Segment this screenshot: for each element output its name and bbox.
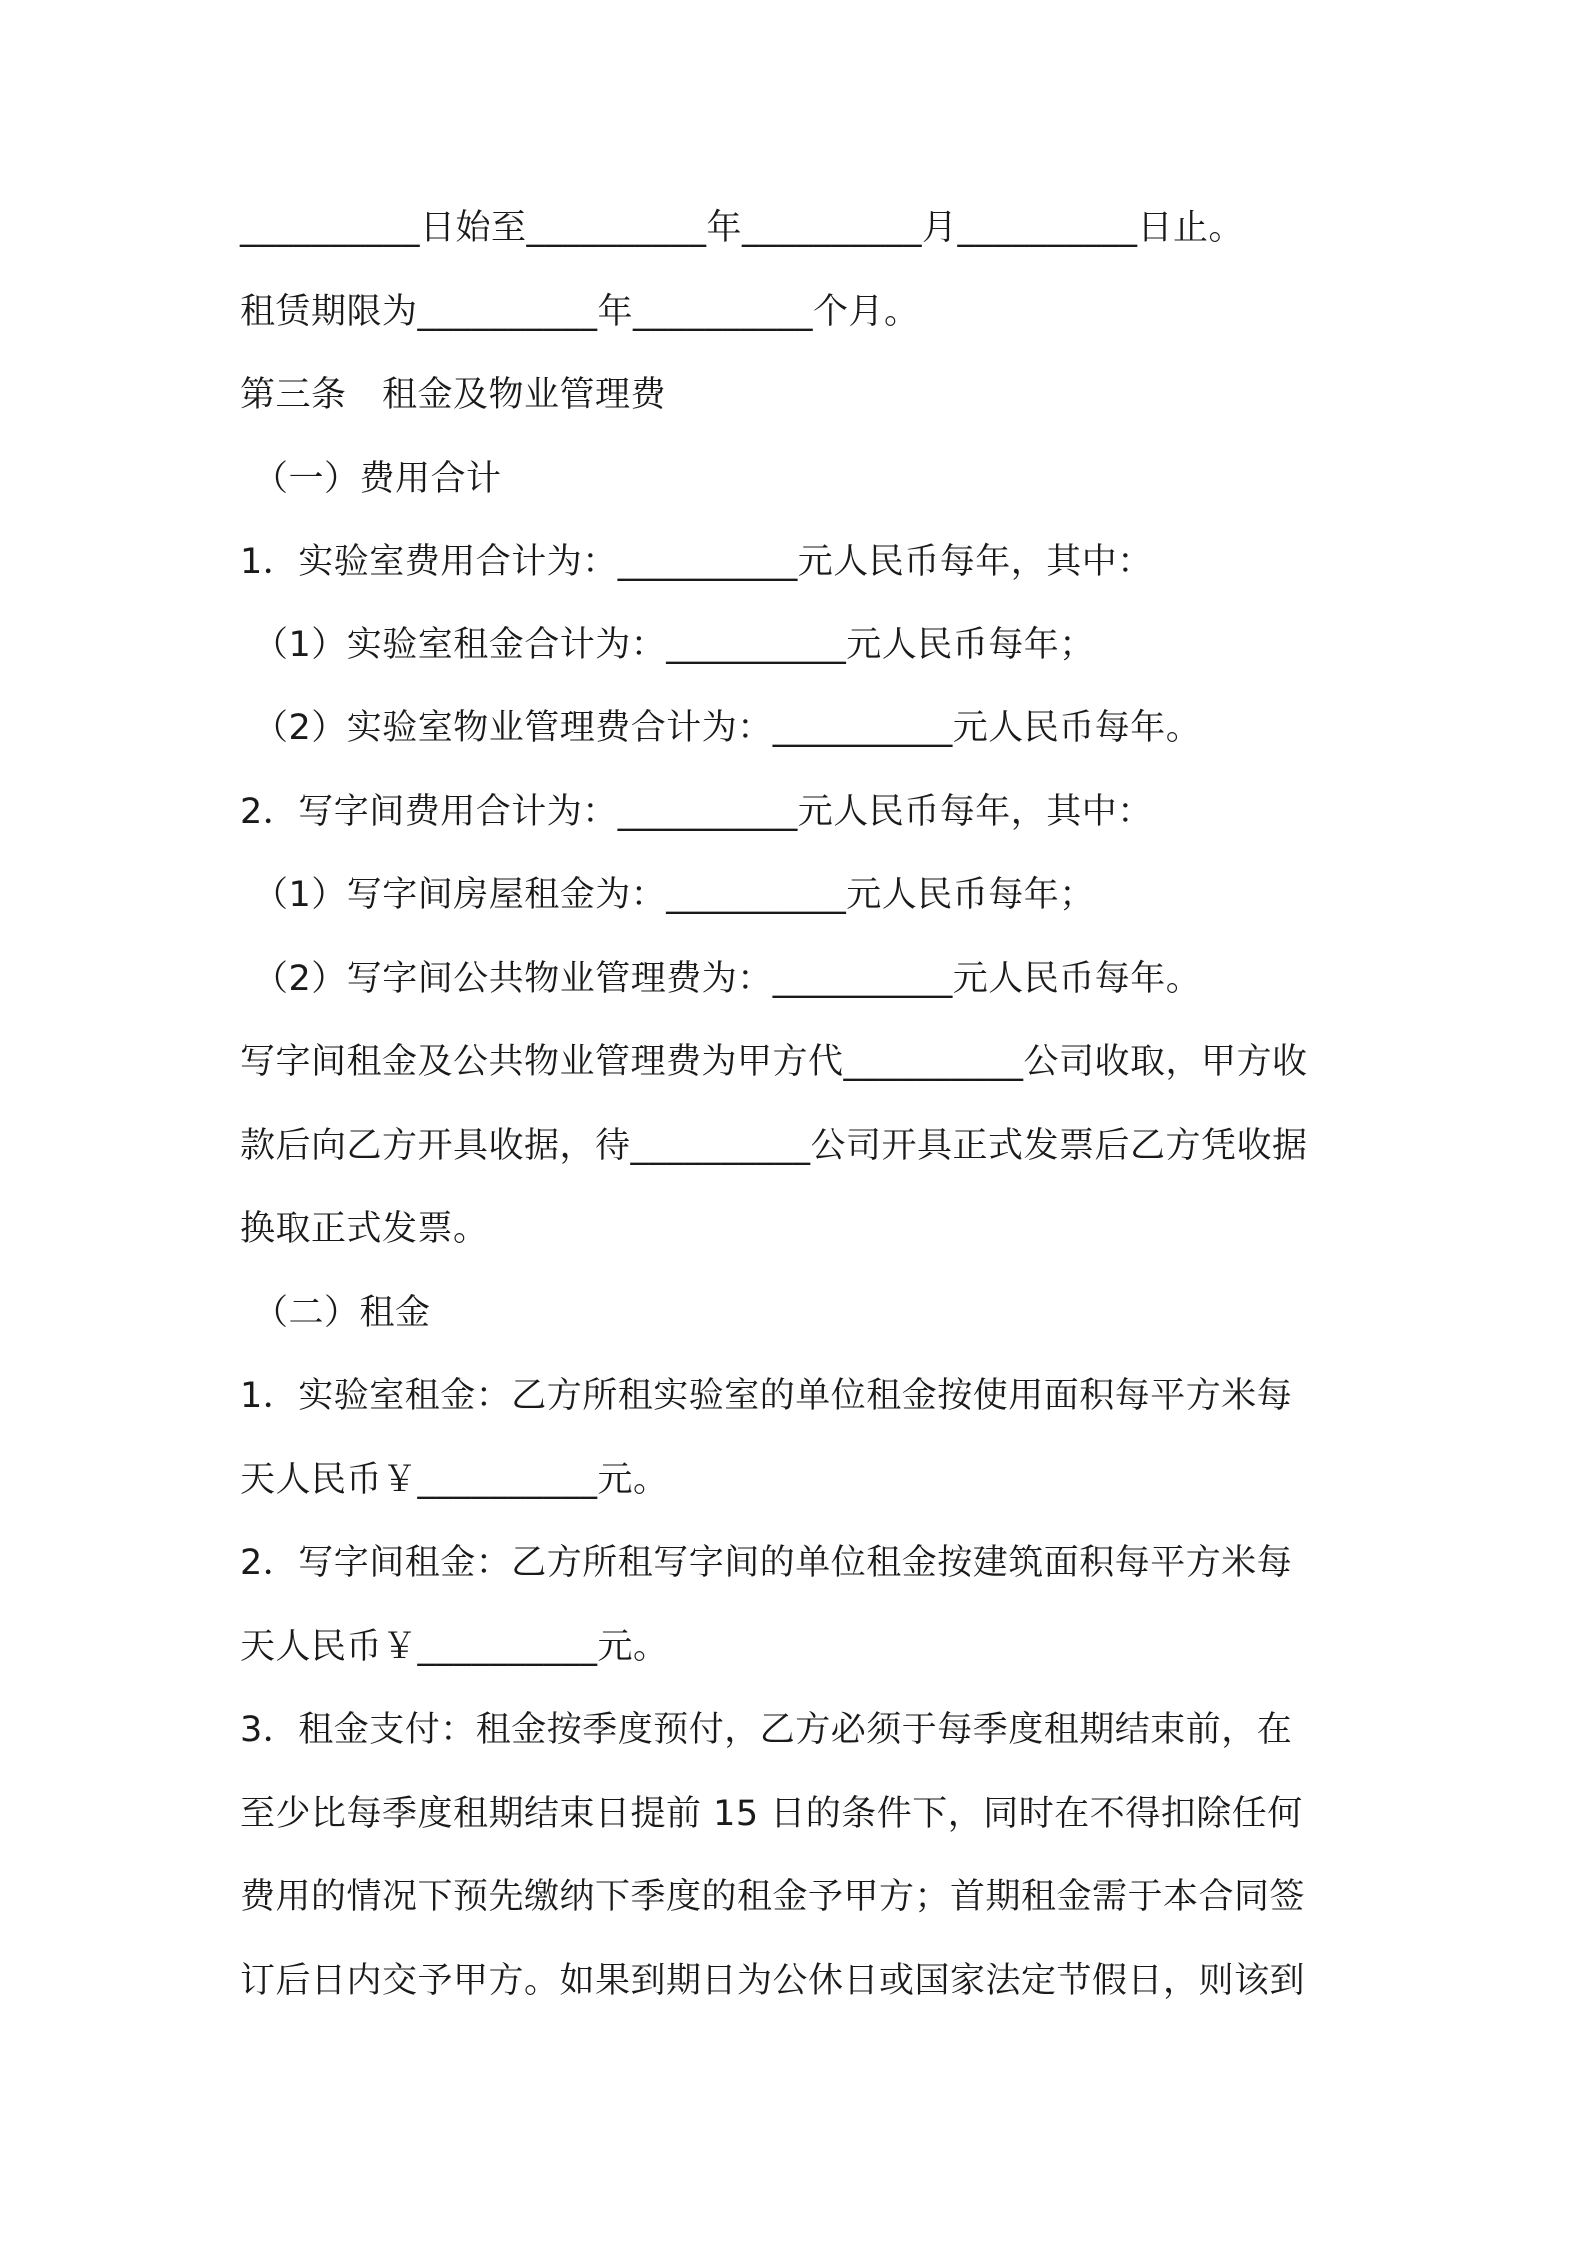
text-line: 1．实验室费用合计为：__________元人民币每年，其中：: [240, 542, 1153, 582]
text-line: 3．租金支付：租金按季度预付，乙方必须于每季度租期结束前，在: [240, 1710, 1293, 1750]
subsection-heading: （二）租金: [253, 1293, 431, 1333]
section-heading: 第三条 租金及物业管理费: [240, 375, 667, 415]
text-line: 租赁期限为__________年__________个月。: [240, 292, 920, 332]
text-line: 天人民币￥__________元。: [240, 1627, 669, 1667]
text-line: （1）实验室租金合计为：__________元人民币每年；: [253, 625, 1095, 665]
text-line: 订后日内交予甲方。如果到期日为公休日或国家法定节假日，则该到: [240, 1961, 1306, 2001]
text-line: 写字间租金及公共物业管理费为甲方代__________公司收取，甲方收: [240, 1042, 1308, 1082]
text-line: 2．写字间费用合计为：__________元人民币每年，其中：: [240, 792, 1153, 832]
text-line: 天人民币￥__________元。: [240, 1460, 669, 1500]
text-line: 款后向乙方开具收据，待__________公司开具正式发票后乙方凭收据: [240, 1126, 1308, 1166]
text-line: 1．实验室租金：乙方所租实验室的单位租金按使用面积每平方米每: [240, 1376, 1293, 1416]
text-line: 换取正式发票。: [240, 1209, 489, 1249]
text-line: （1）写字间房屋租金为：__________元人民币每年；: [253, 875, 1095, 915]
text-line: 2．写字间租金：乙方所租写字间的单位租金按建筑面积每平方米每: [240, 1543, 1293, 1583]
text-line: __________日始至__________年__________月__________日止。: [240, 208, 1245, 248]
subsection-heading: （一）费用合计: [253, 459, 502, 499]
text-line: 至少比每季度租期结束日提前 15 日的条件下，同时在不得扣除任何: [240, 1794, 1303, 1834]
text-line: （2）实验室物业管理费合计为：__________元人民币每年。: [253, 708, 1202, 748]
text-line: （2）写字间公共物业管理费为：__________元人民币每年。: [253, 959, 1202, 999]
text-line: 费用的情况下预先缴纳下季度的租金予甲方；首期租金需于本合同签: [240, 1877, 1306, 1917]
